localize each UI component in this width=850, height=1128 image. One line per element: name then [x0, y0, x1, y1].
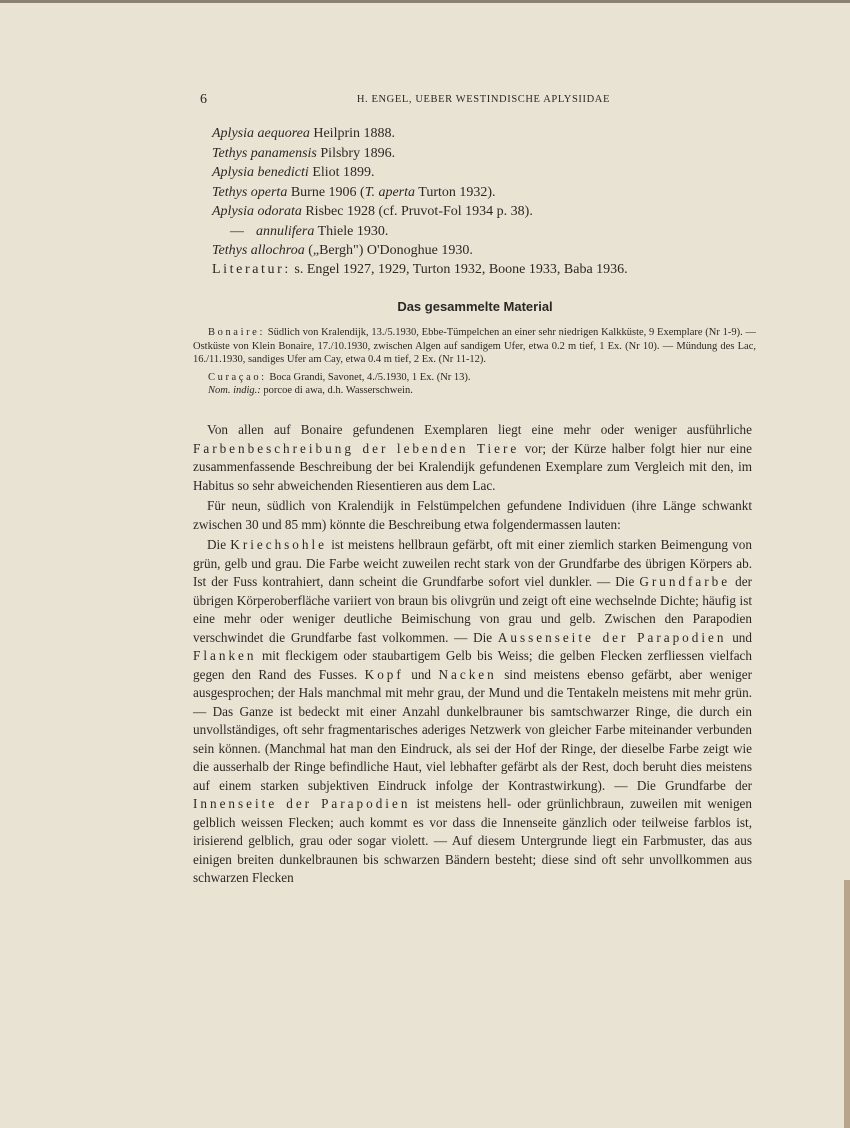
- spaced-emphasis: Kopf: [364, 666, 404, 682]
- synonym-citation: Pilsbry 1896.: [316, 145, 396, 161]
- text-run: Von allen auf Bonaire gefundenen Exemplaren liegt eine mehr oder weniger ausführliche: [207, 422, 752, 437]
- literature-line: [212, 262, 628, 278]
- text-run: Die: [207, 537, 231, 552]
- synonym-citation: Risbec 1928 (cf. Pruvot-Fol 1934 p. 38).: [301, 204, 533, 219]
- synonym-citation: Heilprin 1888.: [309, 126, 396, 141]
- text-run: der übrigen Körperoberfläche variiert von braun bis olivgrün und zeigt oft eine wechselnde Dichte; häufig ist eine mehr oder weniger deutliche Beimischung von grau und gelb. Zwischen den Parapodien verschwindet die Grundfarbe fast volkommen. — Die: [193, 574, 752, 645]
- synonym-citation: Burne 1906 (: [287, 184, 365, 200]
- synonym-citation: Thiele 1930.: [314, 223, 389, 239]
- spaced-emphasis: Flanken: [193, 648, 257, 663]
- synonym-line: [212, 222, 692, 242]
- material-nom-indig: [193, 384, 756, 398]
- material-bonaire: [193, 326, 756, 367]
- spaced-emphasis: Grundfarbe: [639, 574, 731, 589]
- spaced-emphasis: Innenseite der Parapodien: [193, 796, 411, 811]
- synonym-citation: Turton 1932).: [415, 184, 496, 200]
- literature-label: Literatur:: [212, 262, 291, 277]
- locality-text: Boca Grandi, Savonet, 4./5.1930, 1 Ex. (Nr 13).: [266, 371, 471, 383]
- synonym-line: [212, 124, 692, 144]
- spaced-emphasis: Kriechsohle: [230, 537, 328, 552]
- section-title: Das gesammelte Material: [397, 299, 553, 314]
- locality-label: Curaçao:: [208, 371, 267, 383]
- literature-text: s. Engel 1927, 1929, Turton 1932, Boone 1933, Baba 1936.: [290, 262, 628, 277]
- paragraph: [193, 421, 752, 495]
- ditto-dash: —: [230, 223, 244, 239]
- paragraph: [193, 497, 752, 534]
- synonym-line: [212, 241, 692, 261]
- species-name: Aplysia benedicti: [212, 165, 309, 180]
- synonym-line: [212, 202, 692, 222]
- page-header: [200, 92, 610, 110]
- body-text: [193, 421, 752, 888]
- running-head: H. ENGEL, UEBER WESTINDISCHE APLYSIIDAE: [356, 94, 610, 105]
- spaced-emphasis: Farbenbeschreibung der lebenden Tiere: [193, 440, 520, 456]
- text-run: und: [403, 666, 439, 682]
- material-list: [193, 326, 756, 398]
- species-name: Aplysia aequorea: [212, 126, 310, 141]
- synonym-citation: („Bergh") O'Donoghue 1930.: [304, 243, 473, 258]
- species-name: T. aperta: [364, 184, 416, 200]
- text-run: und: [726, 629, 752, 645]
- species-name: Aplysia odorata: [212, 204, 302, 219]
- material-curacao: [193, 371, 756, 385]
- species-name: annulifera: [256, 223, 315, 239]
- text-run: ist meistens hellbraun gefärbt, oft mit einer ziemlich starken Beimengung von grün, gelb und grau. Die Farbe weicht zuweilen recht stark von der Grundfarbe des übrigen Körpers ab. Ist der Fuss kontrahiert, dann scheint die Grundfarbe sofort viel dunkler. — Die: [193, 537, 752, 589]
- text-run: Für neun, südlich von Kralendijk in Felstümpelchen gefundene Individuen (ihre Länge schwankt zwischen 30 und 85 mm) könnte die Beschreibung etwa folgendermassen lauten:: [193, 498, 752, 532]
- synonym-line: [212, 144, 692, 164]
- synonym-line: [212, 183, 692, 203]
- page-right-edge: [844, 880, 850, 1128]
- synonym-list: [212, 124, 692, 261]
- text-run: vor; der Kürze halber folgt hier nur eine zusammenfassende Beschreibung der bei Kralendijk gefundenen Exemplare zum Vergleich mit den, im Habitus so sehr abweichenden Riesentieren aus dem Lac.: [193, 440, 752, 493]
- species-name: Tethys panamensis: [212, 145, 317, 161]
- page-top-edge: [0, 0, 850, 3]
- text-run: sind meistens ebenso gefärbt, aber weniger ausgesprochen; der Hals manchmal mit mehr grau, der Mund und die Tentakeln meistens mit mehr grün. — Das Ganze ist bedeckt mit einer Anzahl dunkelbrauner bis samtschwarzer Ringe, die durch ein unvollständiges, oft sehr fragmentarisches aderiges Netzwerk von gleicher Farbe miteinander verbunden sein können. (Manchmal hat man den Eindruck, als sei der Hof der Ringe, der dieselbe Farbe zeigt wie die ausserhalb der Ringe befindliche Haut, viel lebhafter gefärbt als der Rest, doch beruht dies meistens auf einem starken subjektiven Eindruck infolge der Kontrastwirkung). — Die Grundfarbe der: [193, 666, 753, 793]
- synonym-citation: Eliot 1899.: [308, 165, 375, 180]
- paragraph: [193, 536, 752, 888]
- page-number: 6: [200, 92, 207, 107]
- locality-label: Bonaire:: [208, 327, 265, 338]
- species-name: Tethys operta: [212, 184, 288, 200]
- synonym-line: [212, 163, 692, 183]
- locality-text: Südlich von Kralendijk, 13./5.1930, Ebbe-Tümpelchen an einer sehr niedrigen Kalkküste, 9 Exemplare (Nr 1-9). — Ostküste von Klein Bonaire, 17./10.1930, zwischen Algen auf sandigem Ufer, etwa 0.2 m tief, 1 Ex. (Nr 10). — Mündung des Lac, 16./11.1930, sandiges Ufer am Cay, etwa 0.4 m tief, 2 Ex. (Nr 11-12).: [193, 327, 756, 365]
- nom-indig-label: Nom. indig.:: [208, 385, 261, 396]
- text-run: ist meistens hell- oder grünlichbraun, zuweilen mit wenigen gelblich weissen Flecken; auch kommt es vor dass die Innenseite gänzlich oder teilweise farblos ist, irisierend gelblich, grau oder sogar violett. — Auf diesem Untergrunde liegt ein Farbmuster, das aus einigen breiten dunkelbraunen bis schwarzen Bändern besteht; diese sind oft sehr unvollkommen aus schwarzen Flecken: [193, 796, 752, 885]
- species-name: Tethys allochroa: [212, 243, 305, 258]
- nom-indig-text: porcoe di awa, d.h. Wasserschwein.: [260, 385, 413, 396]
- spaced-emphasis: Aussenseite der Parapodien: [497, 629, 727, 645]
- spaced-emphasis: Nacken: [438, 666, 497, 682]
- text-run: mit fleckigem oder staubartigem Gelb bis Weiss; die gelben Flecken zerfliessen vielfach gegen den Rand des Fusses.: [193, 648, 752, 682]
